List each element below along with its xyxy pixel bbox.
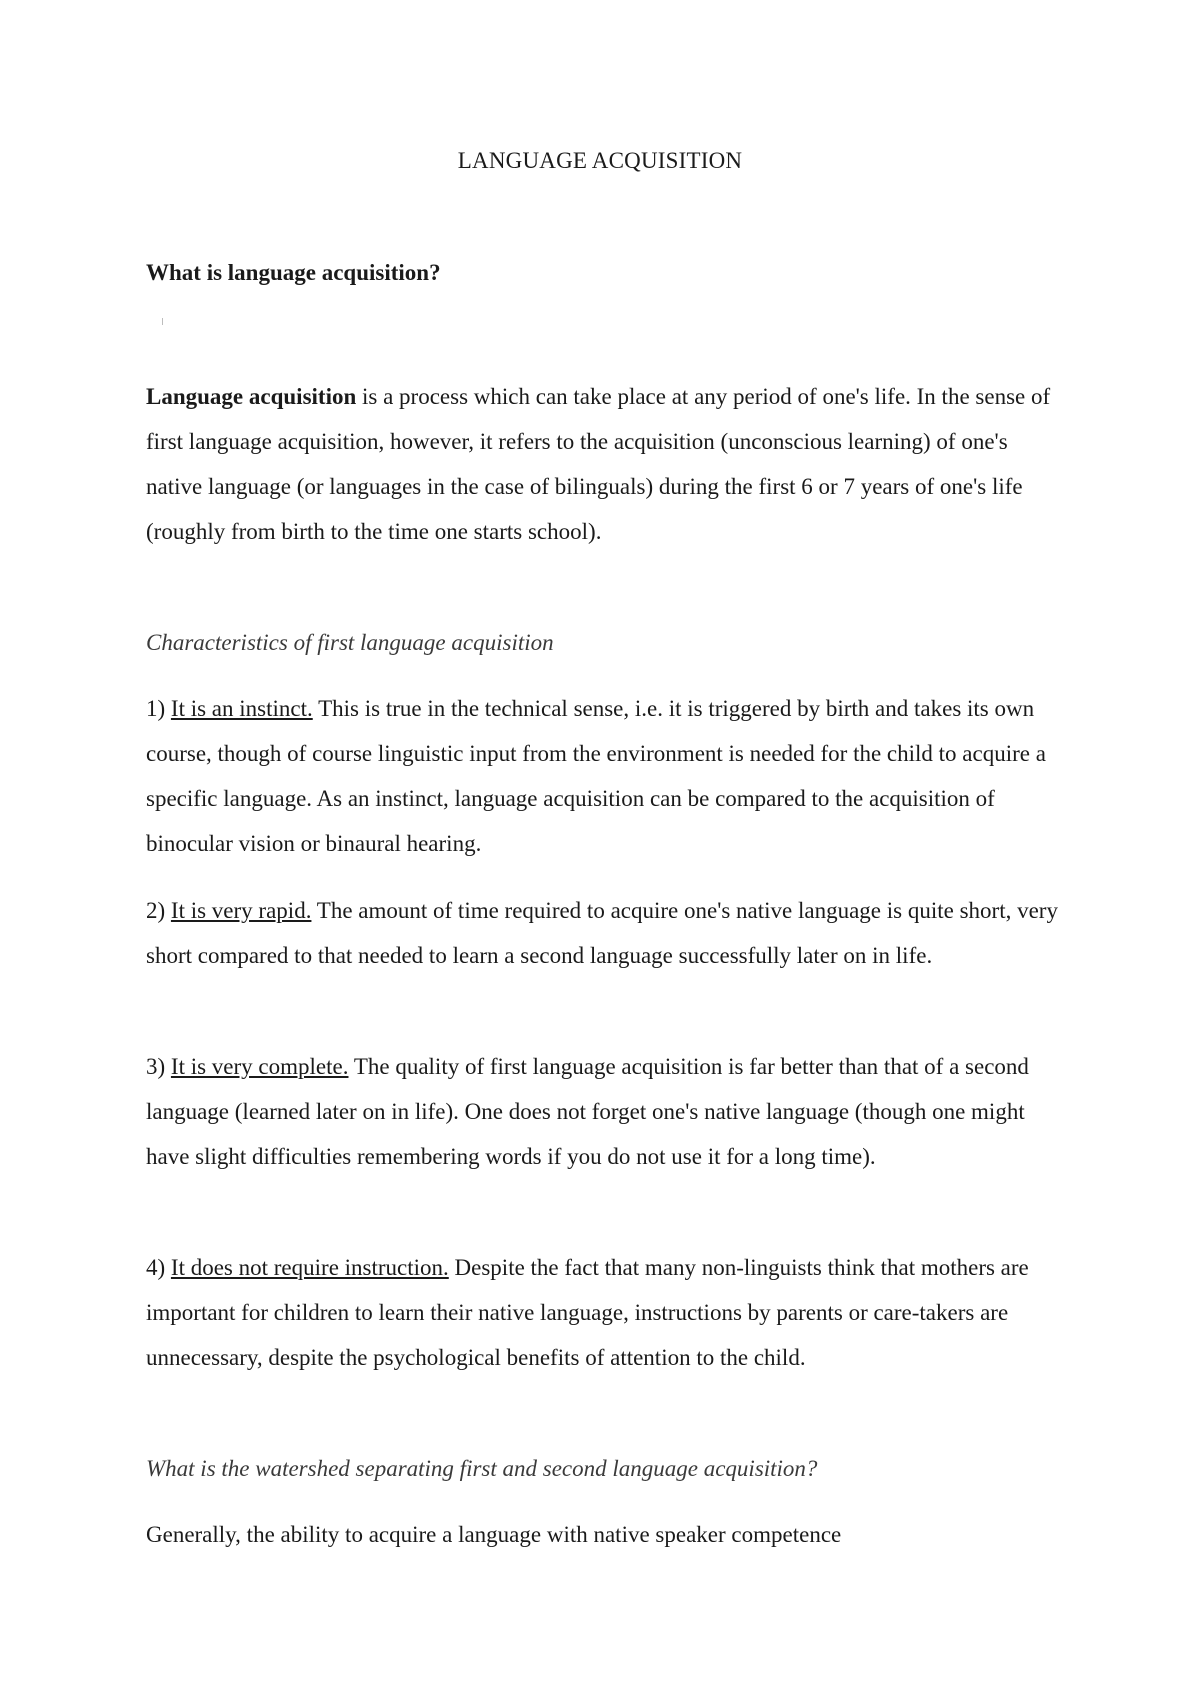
item-underlined-lead: It does not require instruction. [170,1255,449,1280]
characteristics-heading: Characteristics of first language acquisition [146,630,554,655]
intro-text: is a process which can take place at any period of one's life. In the sense of first language acquisition, however, it refers to the acquisition (unconscious learning) of one's native language (or languages in the case of bilinguals) during the first 6 or 7 years of one's life (roughly from birth to the time one starts school). [146,384,1051,544]
item-underlined-lead: It is very complete. [170,1054,349,1079]
item-text: Despite the fact that many non-linguists think that mothers are important for children to learn their native language, instructions by parents or care-takers are unnecessary, despite the psychological benefits of attention to the child. [146,1255,1029,1370]
list-item [146,686,1066,866]
list-item [146,1044,1066,1179]
closing-paragraph: Generally, the ability to acquire a language with native speaker competence [146,1522,842,1547]
item-number: 2) [146,898,171,923]
stray-mark [162,318,163,325]
item-text: The amount of time required to acquire one's native language is quite short, very short compared to that needed to learn a second language successfully later on in life. [146,898,1058,968]
item-number: 1) [146,696,171,721]
item-underlined-lead: It is very rapid. [170,898,312,923]
item-number: 4) [146,1255,171,1280]
document-title: LANGUAGE ACQUISITION [457,148,743,173]
item-underlined-lead: It is an instinct. [170,696,313,721]
list-item [146,888,1066,978]
intro-paragraph [146,374,1066,554]
watershed-heading: What is the watershed separating first and second language acquisition? [146,1456,818,1481]
item-number: 3) [146,1054,171,1079]
item-text: This is true in the technical sense, i.e. it is triggered by birth and takes its own course, though of course linguistic input from the environment is needed for the child to acquire a specific language. As an instinct, language acquisition can be compared to the acquisition of binocular vision or binaural hearing. [146,696,1046,856]
list-item [146,1245,1066,1380]
section-heading: What is language acquisition? [146,260,441,285]
item-text: The quality of first language acquisition is far better than that of a second language (learned later on in life). One does not forget one's native language (though one might have slight difficulties remembering words if you do not use it for a long time). [146,1054,1029,1169]
intro-bold-term: Language acquisition [146,384,357,409]
